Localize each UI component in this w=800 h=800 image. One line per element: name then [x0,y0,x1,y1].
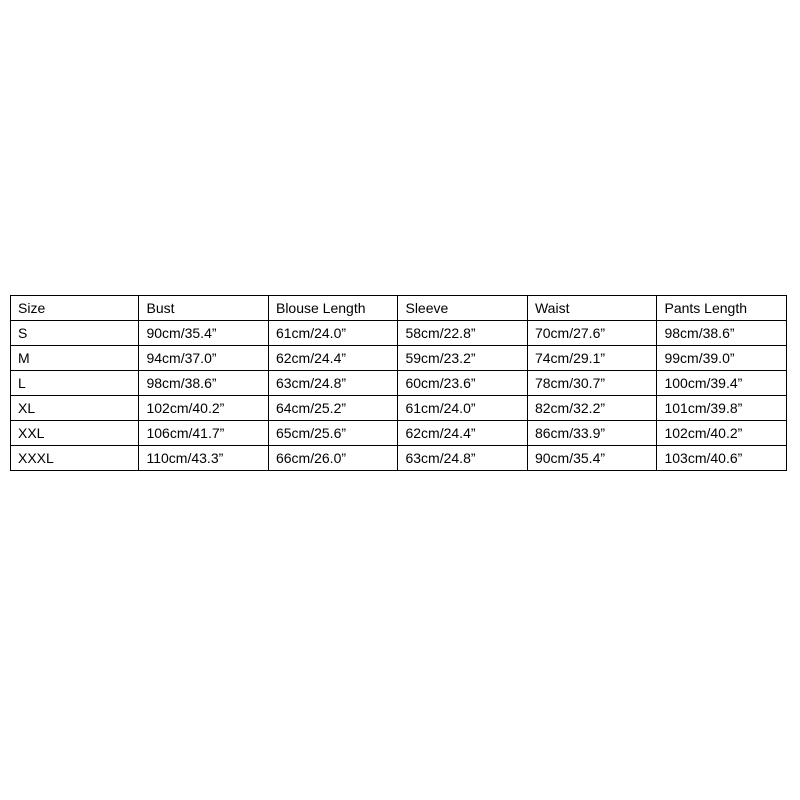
table-row [11,321,787,346]
table-cell: M [11,346,139,371]
table-cell: 63cm/24.8” [398,446,528,471]
table-cell: 90cm/35.4” [139,321,269,346]
table-cell: 65cm/25.6” [268,421,398,446]
header-sleeve: Sleeve [398,296,528,321]
table-cell: 99cm/39.0” [657,346,787,371]
table-cell: 63cm/24.8” [268,371,398,396]
table-cell: 62cm/24.4” [398,421,528,446]
table-cell: 90cm/35.4” [527,446,657,471]
table-row [11,421,787,446]
table-cell: 78cm/30.7” [527,371,657,396]
table-cell: 58cm/22.8” [398,321,528,346]
table-row [11,446,787,471]
table-cell: 66cm/26.0” [268,446,398,471]
table-cell: XL [11,396,139,421]
header-size: Size [11,296,139,321]
table-cell: 98cm/38.6” [139,371,269,396]
table-cell: 106cm/41.7” [139,421,269,446]
header-waist: Waist [527,296,657,321]
table-cell: 62cm/24.4” [268,346,398,371]
table-cell: 94cm/37.0” [139,346,269,371]
table-row [11,371,787,396]
table-cell: 100cm/39.4” [657,371,787,396]
table-cell: L [11,371,139,396]
table-cell: 102cm/40.2” [139,396,269,421]
header-blouse-length: Blouse Length [268,296,398,321]
table-cell: 98cm/38.6” [657,321,787,346]
table-cell: XXL [11,421,139,446]
table-cell: 61cm/24.0” [398,396,528,421]
table-row [11,396,787,421]
table-cell: XXXL [11,446,139,471]
table-cell: 61cm/24.0” [268,321,398,346]
table-cell: 59cm/23.2” [398,346,528,371]
table-cell: 60cm/23.6” [398,371,528,396]
table-cell: 64cm/25.2” [268,396,398,421]
header-bust: Bust [139,296,269,321]
table-cell: 82cm/32.2” [527,396,657,421]
table-header-row [11,296,787,321]
table-cell: 70cm/27.6” [527,321,657,346]
size-chart-table [10,295,787,471]
table-cell: 74cm/29.1” [527,346,657,371]
table-cell: 86cm/33.9” [527,421,657,446]
table-cell: 110cm/43.3” [139,446,269,471]
table-row [11,346,787,371]
table-cell: S [11,321,139,346]
header-pants-length: Pants Length [657,296,787,321]
table-cell: 101cm/39.8” [657,396,787,421]
table-cell: 102cm/40.2” [657,421,787,446]
table-cell: 103cm/40.6” [657,446,787,471]
